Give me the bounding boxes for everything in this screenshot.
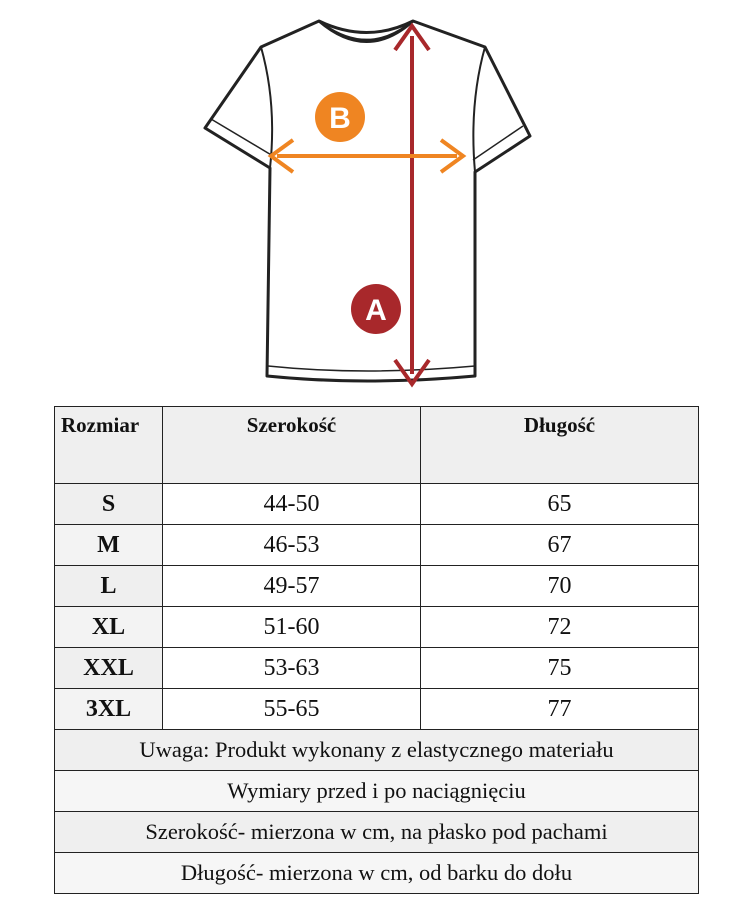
table-row <box>55 607 699 648</box>
tshirt-outline-icon <box>185 4 555 396</box>
table-row <box>55 566 699 607</box>
note-width-measure: Szerokość- mierzona w cm, na płasko pod pachami <box>55 812 699 853</box>
length-cell: 65 <box>421 484 699 525</box>
header-size: Rozmiar <box>55 407 163 484</box>
length-cell: 75 <box>421 648 699 689</box>
length-cell: 70 <box>421 566 699 607</box>
size-cell: M <box>55 525 163 566</box>
note-row <box>55 730 699 771</box>
width-cell: 55-65 <box>163 689 421 730</box>
width-cell: 51-60 <box>163 607 421 648</box>
size-cell: L <box>55 566 163 607</box>
note-elastic: Uwaga: Produkt wykonany z elastycznego materiału <box>55 730 699 771</box>
header-length: Długość <box>421 407 699 484</box>
note-row <box>55 812 699 853</box>
tshirt-diagram <box>185 4 555 396</box>
width-cell: 44-50 <box>163 484 421 525</box>
width-cell: 46-53 <box>163 525 421 566</box>
badge-a-label: A <box>365 294 387 327</box>
table-row <box>55 648 699 689</box>
size-cell: XL <box>55 607 163 648</box>
table-row <box>55 689 699 730</box>
size-cell: S <box>55 484 163 525</box>
size-cell: XXL <box>55 648 163 689</box>
table-header-row <box>55 407 699 484</box>
length-cell: 72 <box>421 607 699 648</box>
length-cell: 67 <box>421 525 699 566</box>
table-row <box>55 484 699 525</box>
badge-b-label: B <box>329 102 351 135</box>
length-cell: 77 <box>421 689 699 730</box>
note-length-measure: Długość- mierzona w cm, od barku do dołu <box>55 853 699 894</box>
note-row <box>55 771 699 812</box>
width-cell: 53-63 <box>163 648 421 689</box>
note-stretch: Wymiary przed i po naciągnięciu <box>55 771 699 812</box>
header-width: Szerokość <box>163 407 421 484</box>
note-row <box>55 853 699 894</box>
table-row <box>55 525 699 566</box>
width-cell: 49-57 <box>163 566 421 607</box>
size-cell: 3XL <box>55 689 163 730</box>
size-chart-table <box>54 406 699 894</box>
